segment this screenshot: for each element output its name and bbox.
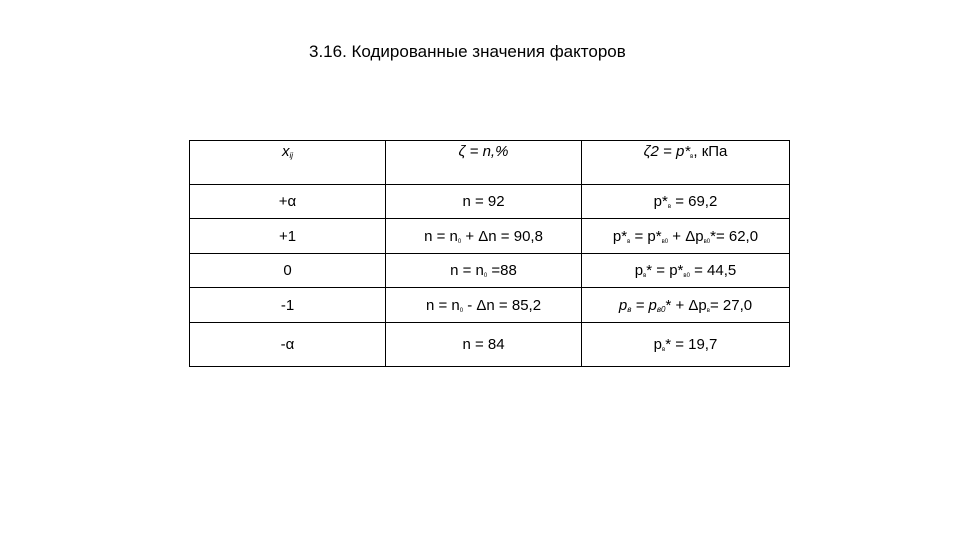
header-cell-xij bbox=[190, 141, 386, 185]
cell-text: * = p* bbox=[646, 262, 684, 279]
cell-n: n = 92 bbox=[386, 185, 582, 219]
cell-text: p* bbox=[653, 193, 668, 210]
cell-subscript: в0 bbox=[703, 238, 711, 245]
cell-n bbox=[386, 254, 582, 288]
cell-n: n = 84 bbox=[386, 323, 582, 367]
cell-text: n = n bbox=[425, 296, 460, 314]
header-cell-zeta2 bbox=[582, 141, 790, 185]
cell-p bbox=[582, 219, 790, 254]
cell-subscript-italic: в0 bbox=[656, 304, 666, 314]
cell-text: =88 bbox=[487, 262, 517, 279]
cell-p bbox=[582, 254, 790, 288]
cell-text: *= 62,0 bbox=[710, 227, 759, 245]
table-header-row bbox=[190, 141, 790, 185]
cell-n bbox=[386, 219, 582, 254]
cell-subscript: в bbox=[662, 347, 666, 353]
coded-factors-table bbox=[189, 140, 790, 367]
cell-text: + Δn = 90,8 bbox=[461, 227, 543, 245]
cell-text: * + Δp bbox=[665, 296, 707, 314]
header-xij-main: x bbox=[281, 143, 290, 160]
table-row bbox=[190, 288, 790, 323]
cell-text-italic: = p bbox=[631, 296, 657, 314]
cell-text: - Δn = 85,2 bbox=[463, 296, 542, 314]
cell-text: n = n bbox=[450, 262, 484, 279]
cell-text: * = 19,7 bbox=[665, 336, 718, 353]
cell-text: = 69,2 bbox=[671, 193, 718, 210]
header-xij-sub: ij bbox=[289, 151, 294, 160]
cell-text: p bbox=[634, 262, 644, 279]
cell-subscript: 0 bbox=[457, 238, 462, 245]
cell-subscript: 0 bbox=[483, 273, 488, 279]
cell-subscript: в bbox=[706, 307, 710, 314]
cell-text: p bbox=[653, 336, 662, 353]
table-row bbox=[190, 323, 790, 367]
cell-subscript: в bbox=[643, 273, 647, 279]
cell-subscript: в bbox=[627, 238, 631, 245]
cell-text: = 44,5 bbox=[689, 262, 737, 279]
cell-code: 0 bbox=[190, 254, 386, 288]
table-row bbox=[190, 254, 790, 288]
header-zeta2-label: ζ2 = p*в, кПа bbox=[643, 143, 728, 160]
cell-code: -1 bbox=[190, 288, 386, 323]
cell-subscript: в0 bbox=[661, 238, 669, 245]
table-row bbox=[190, 185, 790, 219]
header-cell-zeta bbox=[386, 141, 582, 185]
cell-subscript-italic: в bbox=[627, 304, 632, 314]
cell-subscript: в bbox=[667, 204, 672, 210]
cell-p bbox=[582, 288, 790, 323]
header-zeta-label: ζ = n,% bbox=[458, 143, 509, 160]
cell-n bbox=[386, 288, 582, 323]
cell-code: +1 bbox=[190, 219, 386, 254]
page-title: 3.16. Кодированные значения факторов bbox=[309, 42, 626, 61]
cell-text: = 27,0 bbox=[709, 296, 753, 314]
cell-subscript: 0 bbox=[459, 307, 464, 314]
cell-p bbox=[582, 323, 790, 367]
cell-text: n = n bbox=[424, 227, 458, 245]
cell-p bbox=[582, 185, 790, 219]
cell-code: +α bbox=[190, 185, 386, 219]
cell-text: = p* bbox=[630, 227, 662, 245]
cell-code: -α bbox=[190, 323, 386, 367]
table-row bbox=[190, 219, 790, 254]
cell-text: + Δp bbox=[668, 227, 704, 245]
cell-text: p* bbox=[612, 227, 628, 245]
cell-subscript: в0 bbox=[683, 273, 690, 279]
cell-text-italic: p bbox=[618, 296, 628, 314]
